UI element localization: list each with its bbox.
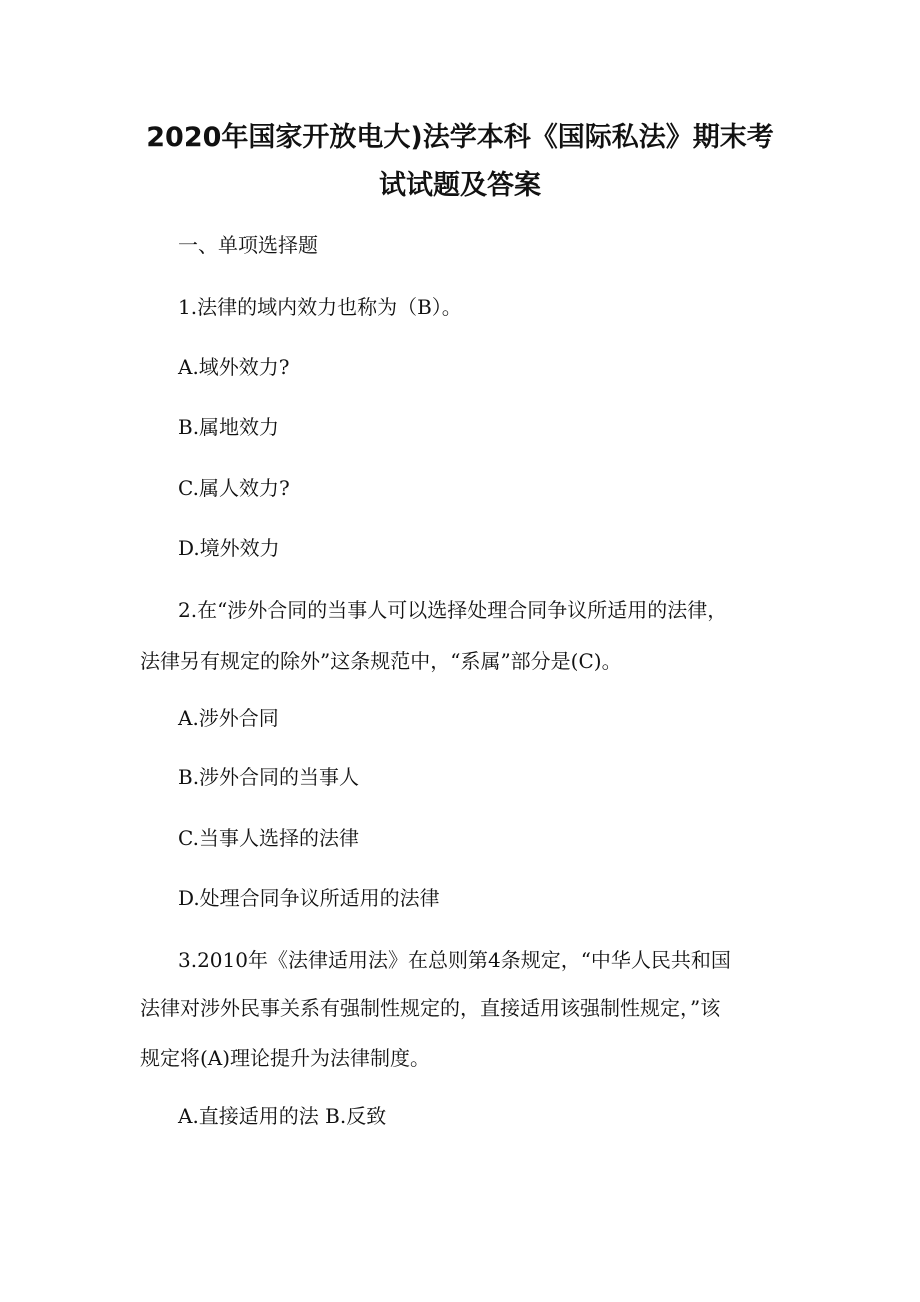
document-title-line-2: 试试题及答案: [379, 170, 541, 201]
question-3-option-ab: A.直接适用的法 B.反致: [178, 1104, 387, 1128]
document-title-line-1: 2020年国家开放电大)法学本科《国际私法》期末考: [146, 122, 774, 153]
question-2-option-b: B.涉外合同的当事人: [178, 765, 360, 789]
question-1-option-b: B.属地效力: [178, 415, 280, 439]
question-2-stem-line-2: 法律另有规定的除外”这条规范中，“系属”部分是(C)。: [140, 649, 622, 673]
question-2-option-c: C.当事人选择的法律: [178, 826, 359, 850]
question-2-option-a: A.涉外合同: [178, 706, 279, 730]
question-3-stem-line-1: 3.2010年《法律适用法》在总则第4条规定，“中华人民共和国: [178, 948, 731, 972]
section-heading: 一、单项选择题: [178, 233, 318, 257]
question-3-stem-line-3: 规定将(A)理论提升为法律制度。: [140, 1046, 431, 1070]
question-1-option-d: D.境外效力: [178, 536, 280, 560]
question-1-stem: 1.法律的域内效力也称为（B）。: [178, 295, 462, 319]
question-2-stem-line-1: 2.在“涉外合同的当事人可以选择处理合同争议所适用的法律，: [178, 598, 728, 622]
question-2-option-d: D.处理合同争议所适用的法律: [178, 886, 440, 910]
question-1-option-a: A.域外效力?: [178, 355, 290, 379]
question-3-stem-line-2: 法律对涉外民事关系有强制性规定的，直接适用该强制性规定，”该: [140, 996, 721, 1020]
question-1-option-c: C.属人效力?: [178, 476, 290, 500]
